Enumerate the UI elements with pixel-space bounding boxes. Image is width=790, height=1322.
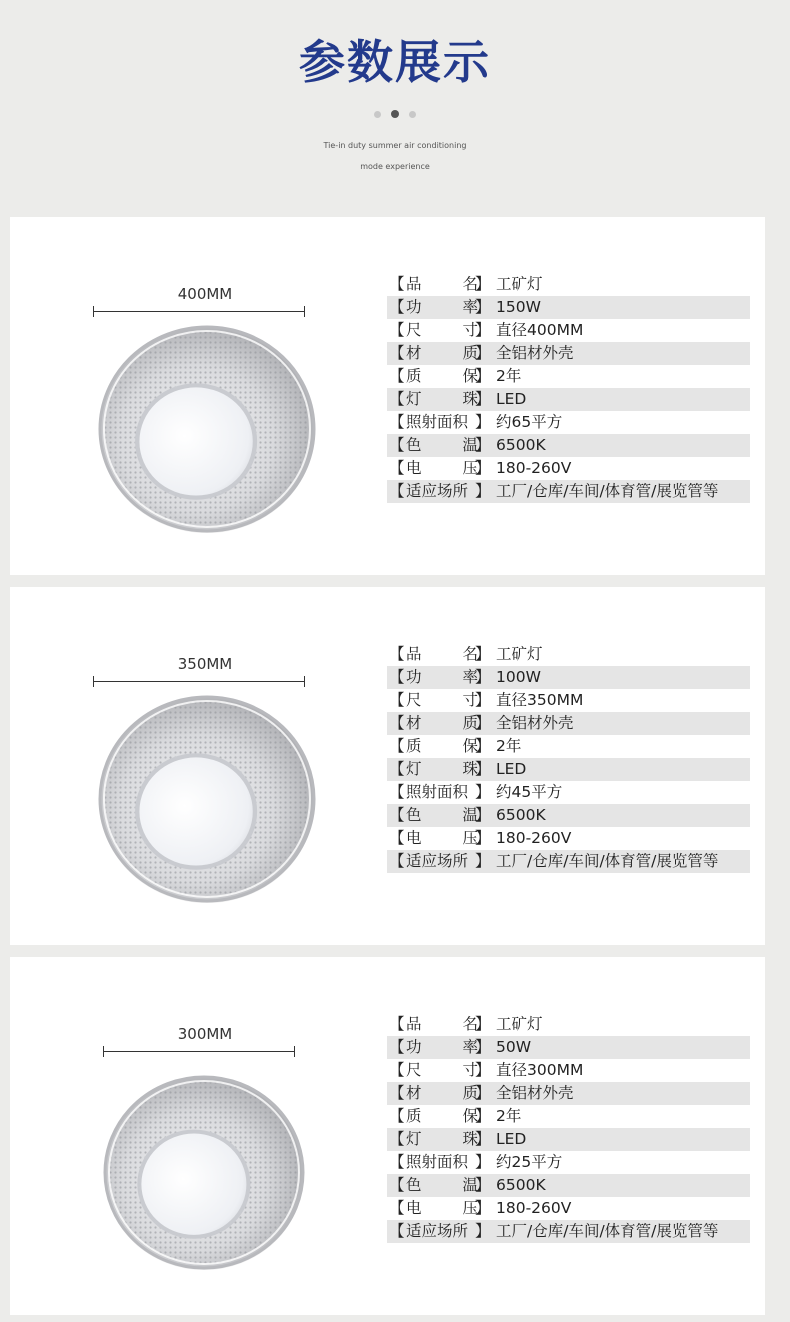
spec-value: 工矿灯 — [496, 275, 543, 293]
bracket-right: 】 — [475, 413, 491, 431]
bracket-right: 】 — [475, 436, 491, 454]
spec-value: 约45平方 — [496, 783, 563, 801]
dimension-line — [93, 311, 305, 312]
bracket-left: 【 — [389, 1061, 405, 1079]
spec-table — [387, 643, 750, 873]
bracket-left: 【 — [389, 367, 405, 385]
spec-value: 约25平方 — [496, 1153, 563, 1171]
spec-key: 照射面积 — [406, 783, 469, 801]
bracket-left: 【 — [389, 1222, 405, 1240]
spec-value: 100W — [496, 668, 541, 686]
bracket-right: 】 — [475, 668, 491, 686]
bracket-right: 】 — [475, 829, 491, 847]
spec-value: 50W — [496, 1038, 532, 1056]
bracket-left: 【 — [389, 1107, 405, 1125]
spec-row: 【 尺 寸 】 直径300MM — [387, 1059, 750, 1082]
bracket-left: 【 — [389, 1176, 405, 1194]
bracket-left: 【 — [389, 806, 405, 824]
bracket-left: 【 — [389, 714, 405, 732]
dot-indicator — [409, 111, 416, 118]
size-label: 300MM — [177, 1025, 233, 1043]
spec-row: 【 品 名 】 工矿灯 — [387, 1013, 750, 1036]
bracket-right: 】 — [475, 1015, 491, 1033]
spec-row: 【 电 压 】 180-260V — [387, 1197, 750, 1220]
high-bay-lamp-image — [98, 325, 316, 533]
spec-value: 直径400MM — [496, 321, 584, 339]
spec-value: 180-260V — [496, 459, 572, 477]
bracket-right: 】 — [475, 783, 491, 801]
bracket-left: 【 — [389, 413, 405, 431]
spec-key: 照射面积 — [406, 413, 469, 431]
bracket-left: 【 — [389, 298, 405, 316]
spec-value: LED — [496, 390, 527, 408]
product-card — [10, 957, 765, 1315]
spec-row: 【 功 率 】 150W — [387, 296, 750, 319]
spec-row: 【 质 保 】 2年 — [387, 735, 750, 758]
bracket-right: 】 — [475, 1130, 491, 1148]
spec-row — [387, 1220, 750, 1243]
spec-value: 2年 — [496, 367, 522, 385]
bracket-right: 】 — [475, 691, 491, 709]
spec-row — [387, 1151, 750, 1174]
spec-value: 150W — [496, 298, 541, 316]
bracket-left: 【 — [389, 829, 405, 847]
spec-table — [387, 1013, 750, 1243]
bracket-left: 【 — [389, 436, 405, 454]
bracket-right: 】 — [475, 760, 491, 778]
bracket-left: 【 — [389, 645, 405, 663]
bracket-left: 【 — [389, 691, 405, 709]
spec-row — [387, 850, 750, 873]
bracket-left: 【 — [389, 1130, 405, 1148]
spec-row: 【 色 温 】 6500K — [387, 434, 750, 457]
bracket-left: 【 — [389, 737, 405, 755]
bracket-left: 【 — [389, 459, 405, 477]
bracket-left: 【 — [389, 390, 405, 408]
spec-row: 【 材 质 】 全铝材外壳 — [387, 342, 750, 365]
spec-row: 【 电 压 】 180-260V — [387, 827, 750, 850]
bracket-right: 】 — [475, 1038, 491, 1056]
bracket-right: 】 — [475, 1199, 491, 1217]
bracket-right: 】 — [475, 482, 491, 500]
bracket-right: 】 — [475, 1222, 491, 1240]
spec-row: 【 色 温 】 6500K — [387, 1174, 750, 1197]
spec-value: 工厂/仓库/车间/体育管/展览管等 — [496, 482, 719, 500]
bracket-right: 】 — [475, 1107, 491, 1125]
bracket-right: 】 — [475, 852, 491, 870]
bracket-left: 【 — [389, 1015, 405, 1033]
spec-row — [387, 781, 750, 804]
spec-row — [387, 411, 750, 434]
size-label: 350MM — [177, 655, 233, 673]
spec-row: 【 功 率 】 100W — [387, 666, 750, 689]
size-label: 400MM — [177, 285, 233, 303]
spec-value: 工厂/仓库/车间/体育管/展览管等 — [496, 1222, 719, 1240]
product-card — [10, 217, 765, 575]
spec-value: 全铝材外壳 — [496, 1084, 574, 1102]
bracket-left: 【 — [389, 275, 405, 293]
bracket-right: 】 — [475, 459, 491, 477]
spec-row: 【 功 率 】 50W — [387, 1036, 750, 1059]
high-bay-lamp-image — [103, 1075, 305, 1270]
bracket-right: 】 — [475, 1153, 491, 1171]
bracket-right: 】 — [475, 390, 491, 408]
spec-value: 2年 — [496, 1107, 522, 1125]
spec-row: 【 灯 珠 】 LED — [387, 388, 750, 411]
page-title: 参数展示 — [299, 35, 491, 89]
dot-indicator — [374, 111, 381, 118]
spec-row: 【 品 名 】 工矿灯 — [387, 643, 750, 666]
spec-key: 适应场所 — [406, 1222, 469, 1240]
spec-row: 【 灯 珠 】 LED — [387, 1128, 750, 1151]
bracket-left: 【 — [389, 482, 405, 500]
dimension-line — [93, 681, 305, 682]
bracket-right: 】 — [475, 275, 491, 293]
spec-key: 照射面积 — [406, 1153, 469, 1171]
spec-value: 全铝材外壳 — [496, 714, 574, 732]
bracket-right: 】 — [475, 714, 491, 732]
spec-value: LED — [496, 1130, 527, 1148]
bracket-left: 【 — [389, 1153, 405, 1171]
bracket-left: 【 — [389, 1084, 405, 1102]
bracket-right: 】 — [475, 367, 491, 385]
bracket-left: 【 — [389, 1199, 405, 1217]
spec-value: LED — [496, 760, 527, 778]
bracket-left: 【 — [389, 321, 405, 339]
spec-row: 【 电 压 】 180-260V — [387, 457, 750, 480]
spec-value: 6500K — [496, 1176, 546, 1194]
bracket-left: 【 — [389, 760, 405, 778]
bracket-left: 【 — [389, 852, 405, 870]
header — [0, 0, 790, 217]
spec-value: 180-260V — [496, 1199, 572, 1217]
dimension-line — [103, 1051, 295, 1052]
high-bay-lamp-image — [98, 695, 316, 903]
bracket-right: 】 — [475, 1176, 491, 1194]
spec-value: 直径300MM — [496, 1061, 584, 1079]
spec-row: 【 色 温 】 6500K — [387, 804, 750, 827]
bracket-left: 【 — [389, 344, 405, 362]
spec-table — [387, 273, 750, 503]
spec-key: 适应场所 — [406, 482, 469, 500]
spec-value: 6500K — [496, 806, 546, 824]
spec-row: 【 尺 寸 】 直径400MM — [387, 319, 750, 342]
spec-row: 【 材 质 】 全铝材外壳 — [387, 1082, 750, 1105]
spec-value: 工矿灯 — [496, 1015, 543, 1033]
spec-value: 2年 — [496, 737, 522, 755]
subtitle-line-2: mode experience — [360, 162, 430, 171]
bracket-right: 】 — [475, 1084, 491, 1102]
bracket-right: 】 — [475, 321, 491, 339]
spec-value: 工厂/仓库/车间/体育管/展览管等 — [496, 852, 719, 870]
spec-row: 【 品 名 】 工矿灯 — [387, 273, 750, 296]
spec-key: 适应场所 — [406, 852, 469, 870]
spec-value: 直径350MM — [496, 691, 584, 709]
bracket-right: 】 — [475, 298, 491, 316]
spec-value: 180-260V — [496, 829, 572, 847]
bracket-left: 【 — [389, 1038, 405, 1056]
spec-row — [387, 480, 750, 503]
spec-row: 【 灯 珠 】 LED — [387, 758, 750, 781]
bracket-right: 】 — [475, 645, 491, 663]
product-card — [10, 587, 765, 945]
spec-value: 6500K — [496, 436, 546, 454]
bracket-left: 【 — [389, 668, 405, 686]
spec-row: 【 质 保 】 2年 — [387, 1105, 750, 1128]
bracket-right: 】 — [475, 806, 491, 824]
subtitle-line-1: Tie-in duty summer air conditioning — [323, 141, 467, 150]
spec-row: 【 尺 寸 】 直径350MM — [387, 689, 750, 712]
spec-value: 全铝材外壳 — [496, 344, 574, 362]
bracket-left: 【 — [389, 783, 405, 801]
bracket-right: 】 — [475, 1061, 491, 1079]
pagination-dots — [0, 110, 790, 118]
spec-value: 工矿灯 — [496, 645, 543, 663]
spec-row: 【 材 质 】 全铝材外壳 — [387, 712, 750, 735]
dot-indicator-active — [391, 110, 399, 118]
bracket-right: 】 — [475, 344, 491, 362]
spec-value: 约65平方 — [496, 413, 563, 431]
bracket-right: 】 — [475, 737, 491, 755]
spec-row: 【 质 保 】 2年 — [387, 365, 750, 388]
